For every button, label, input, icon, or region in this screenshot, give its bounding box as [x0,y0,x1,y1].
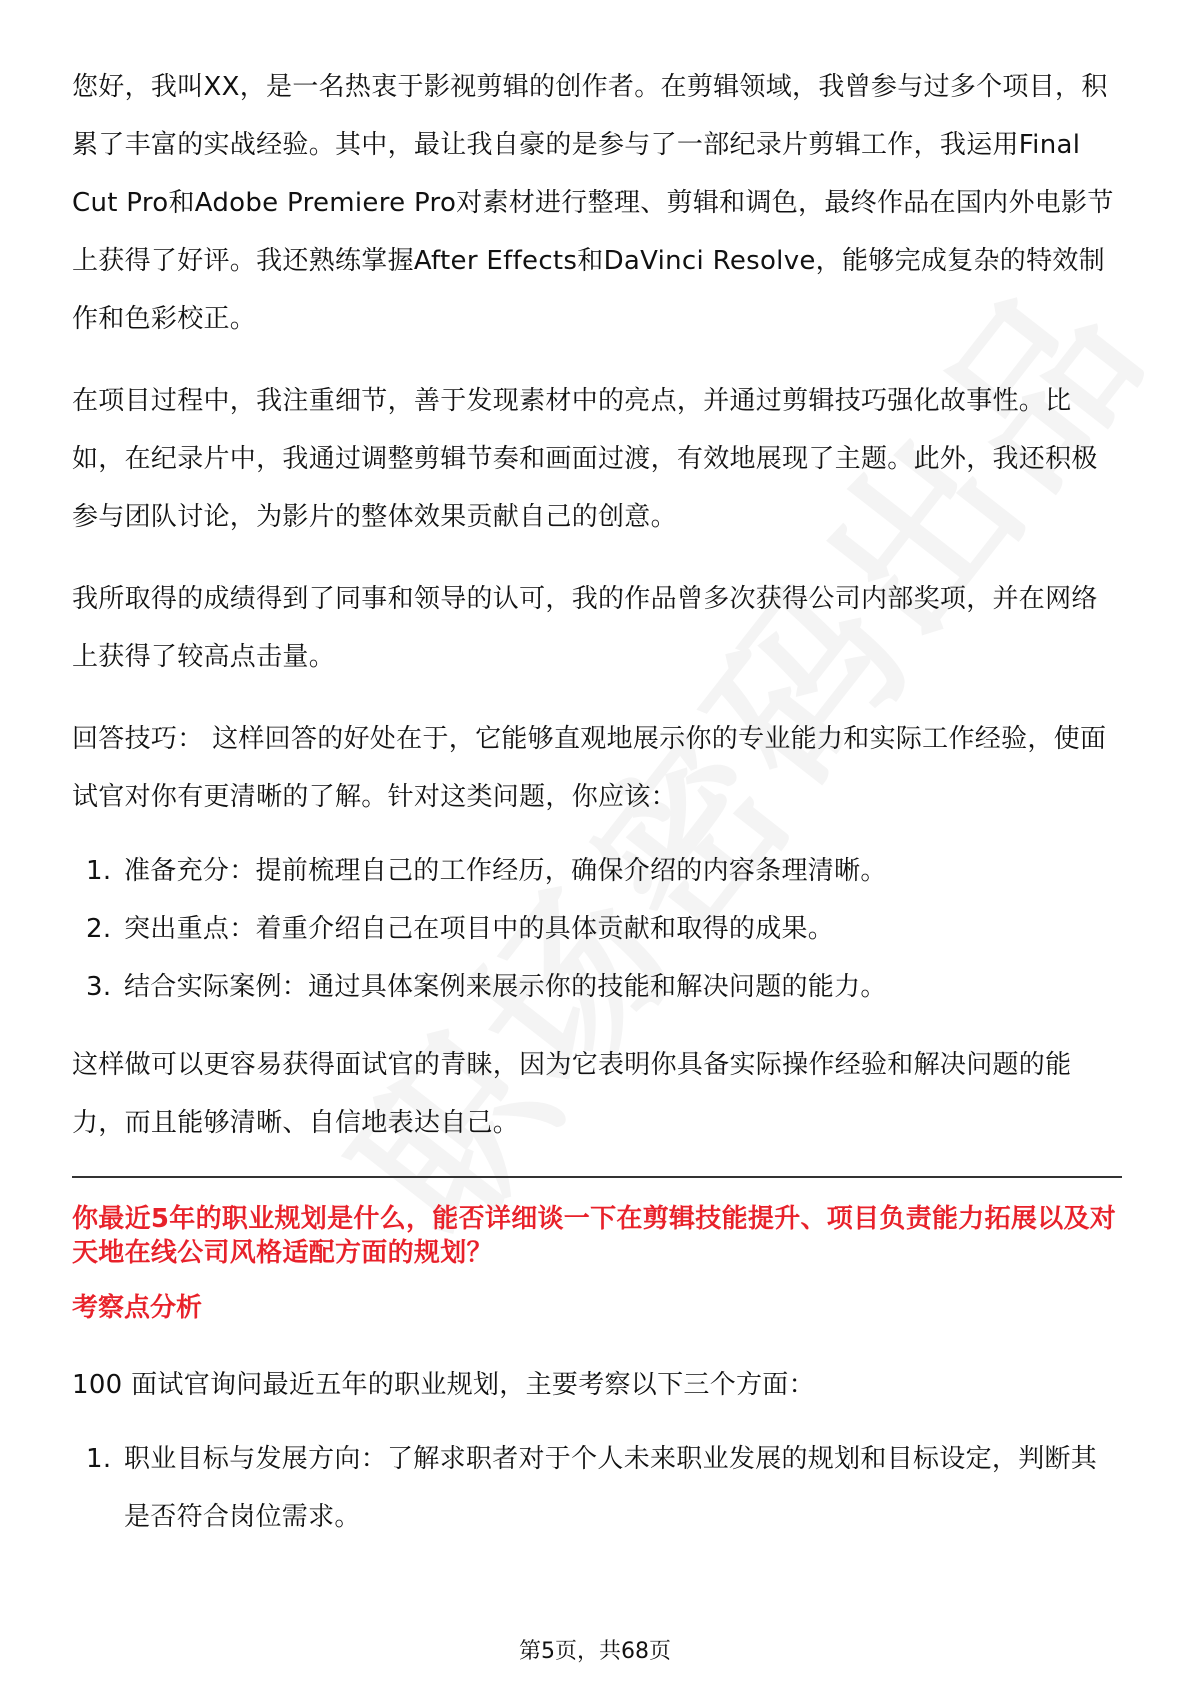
tips-paragraph: 回答技巧： 这样回答的好处在于，它能够直观地展示你的专业能力和实际工作经验，使面试官对你有更清晰的了解。针对这类问题，你应该： [72,724,1107,812]
page-content [72,58,1122,1566]
list-text: 突出重点：着重介绍自己在项目中的具体贡献和取得的成果。 [124,914,835,944]
list-item [72,1430,1122,1546]
achievement-paragraph: 我所取得的成绩得到了同事和领导的认可，我的作品曾多次获得公司内部奖项，并在网络上获得了较高点击量。 [72,584,1098,672]
analysis-heading: 考察点分析 [72,1293,203,1323]
list-item [72,900,1122,958]
intro-paragraph: 您好，我叫XX，是一名热衷于影视剪辑的创作者。在剪辑领域，我曾参与过多个项目，积累了丰富的实战经验。其中，最让我自豪的是参与了一部纪录片剪辑工作，我运用Final Cut Pro和Adobe Premiere Pro对素材进行整理、剪辑和调色，最终作品在国内外电影节上获得了好评。我还熟练掌握After Effects和DaVinci Resolve，能够完成复杂的特效制作和色彩校正。 [72,72,1114,334]
list-number: 2. [86,914,112,944]
page-footer: 第5页，共68页 [519,1639,671,1664]
list-number: 1. [86,1444,112,1474]
analysis-list [72,1430,1122,1546]
list-item [72,958,1122,1016]
list-item [72,842,1122,900]
list-text: 结合实际案例：通过具体案例来展示你的技能和解决问题的能力。 [124,972,887,1002]
list-number: 1. [86,856,112,886]
section-divider [72,1176,1122,1178]
process-paragraph: 在项目过程中，我注重细节，善于发现素材中的亮点，并通过剪辑技巧强化故事性。比如，在纪录片中，我通过调整剪辑节奏和画面过渡，有效地展现了主题。此外，我还积极参与团队讨论，为影片的整体效果贡献自己的创意。 [72,386,1098,532]
list-text: 准备充分：提前梳理自己的工作经历，确保介绍的内容条理清晰。 [124,856,887,886]
analysis-intro: 100 面试官询问最近五年的职业规划，主要考察以下三个方面： [72,1370,815,1400]
list-text: 职业目标与发展方向：了解求职者对于个人未来职业发展的规划和目标设定，判断其是否符合岗位需求。 [124,1444,1098,1532]
list-number: 3. [86,972,112,1002]
tips-list [72,842,1122,1016]
closing-paragraph: 这样做可以更容易获得面试官的青睐，因为它表明你具备实际操作经验和解决问题的能力，而且能够清晰、自信地表达自己。 [72,1050,1072,1138]
question-heading: 你最近5年的职业规划是什么，能否详细谈一下在剪辑技能提升、项目负责能力拓展以及对天地在线公司风格适配方面的规划？ [72,1204,1117,1268]
